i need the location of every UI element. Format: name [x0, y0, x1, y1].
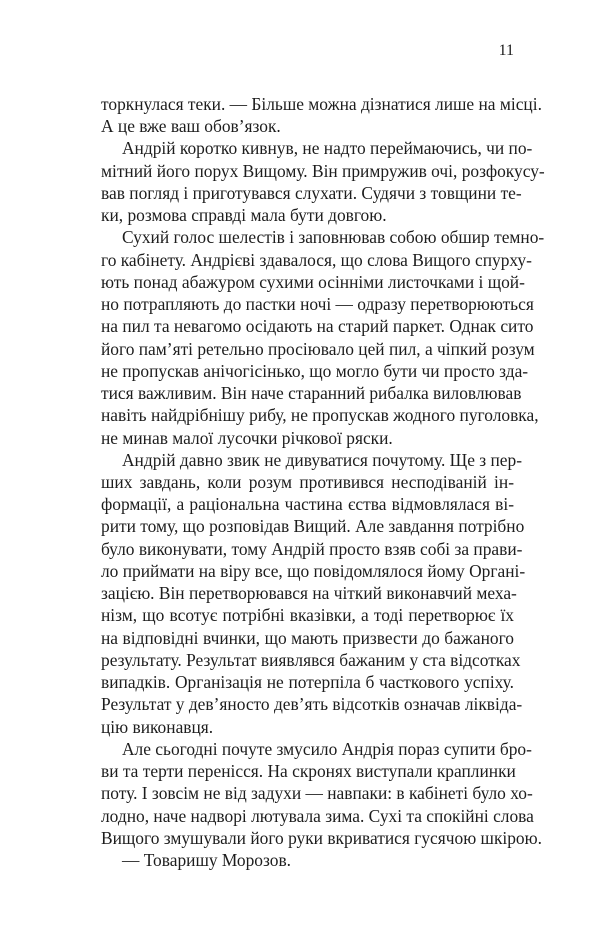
text-line: поту. І зовсім не від задухи — навпаки: в кабінеті було хо-: [101, 783, 533, 804]
text-line: Андрій коротко кивнув, не надто переймаючись, чи по-: [122, 138, 533, 159]
text-line: було виконувати, тому Андрій просто взяв собі за прави-: [101, 538, 523, 559]
text-line: вав погляд і приготувався слухати. Судячи з товщини те-: [101, 182, 522, 203]
text-line: результату. Результат виявлявся бажаним у ста відсотках: [101, 649, 521, 670]
text-line: не пропускав анічогісінько, що могло бути чи просто зда-: [101, 360, 529, 381]
text-line: ших завдань, коли розум противився несподіваній ін-: [101, 471, 514, 492]
text-line: Результат у дев’яносто дев’ять відсотків означав ліквіда-: [101, 694, 523, 715]
text-line: — Товаришу Морозов.: [122, 849, 292, 870]
text-line: ви та терти перенісся. На скронях виступали краплинки: [101, 761, 516, 782]
text-line: його пам’яті ретельно просіювало цей пил, а чіпкий розум: [101, 338, 535, 359]
text-line: ють понад абажуром сухими осінніми листочками і щой-: [101, 271, 525, 292]
text-line: не минав малої лусочки річкової ряски.: [101, 427, 393, 448]
text-line: нізм, що всотує потрібні вказівки, а тоді перетворює їх: [101, 605, 514, 626]
text-line: навіть найдрібнішу рибу, не пропускав жодного пуголовка,: [101, 405, 539, 426]
text-line: випадків. Організація не потерпіла б часткового успіху.: [101, 672, 514, 693]
text-line: Але сьогодні почуте змусило Андрія пораз супити бро-: [122, 738, 532, 759]
text-line: Вищого змушували його руки вкриватися гусячою шкірою.: [101, 827, 542, 848]
page-number: 11: [498, 42, 514, 59]
text-line: на пил та невагомо осідають на старий паркет. Однак сито: [101, 316, 534, 337]
text-line: зацією. Він перетворювався на чіткий виконавчий меха-: [101, 583, 517, 604]
text-line: мітний його порух Вищому. Він примружив очі, розфокусу-: [101, 160, 545, 181]
text-line: ки, розмова справді мала бути довгою.: [101, 205, 387, 226]
text-line: тися важливим. Він наче старанний рибалка виловлював: [101, 383, 522, 404]
text-line: на відповідні вчинки, що мають призвести до бажаного: [101, 627, 514, 648]
text-line: формації, а раціональна частина єства відмовлялася ві-: [101, 494, 514, 515]
body-text: [101, 93, 545, 871]
text-line: Сухий голос шелестів і заповнював собою обшир темно-: [122, 227, 545, 248]
text-line: но потрапляють до пастки ночі — одразу перетворюються: [101, 294, 534, 315]
text-line: торкнулася теки. — Більше можна дізнатися лише на місці.: [101, 94, 542, 114]
text-line: го кабінету. Андрієві здавалося, що слова Вищого спурху-: [101, 249, 532, 270]
text-line: ло приймати на віру все, що повідомлялося йому Органі-: [101, 560, 526, 581]
text-line: цію виконавця.: [101, 716, 214, 737]
text-line: рити тому, що розповідав Вищий. Але завдання потрібно: [101, 516, 525, 537]
text-line: лодно, наче надворі лютувала зима. Сухі та спокійні слова: [101, 805, 534, 826]
text-line: А це вже ваш обов’язок.: [101, 116, 281, 137]
text-line: Андрій давно звик не дивуватися почутому. Ще з пер-: [122, 449, 522, 470]
